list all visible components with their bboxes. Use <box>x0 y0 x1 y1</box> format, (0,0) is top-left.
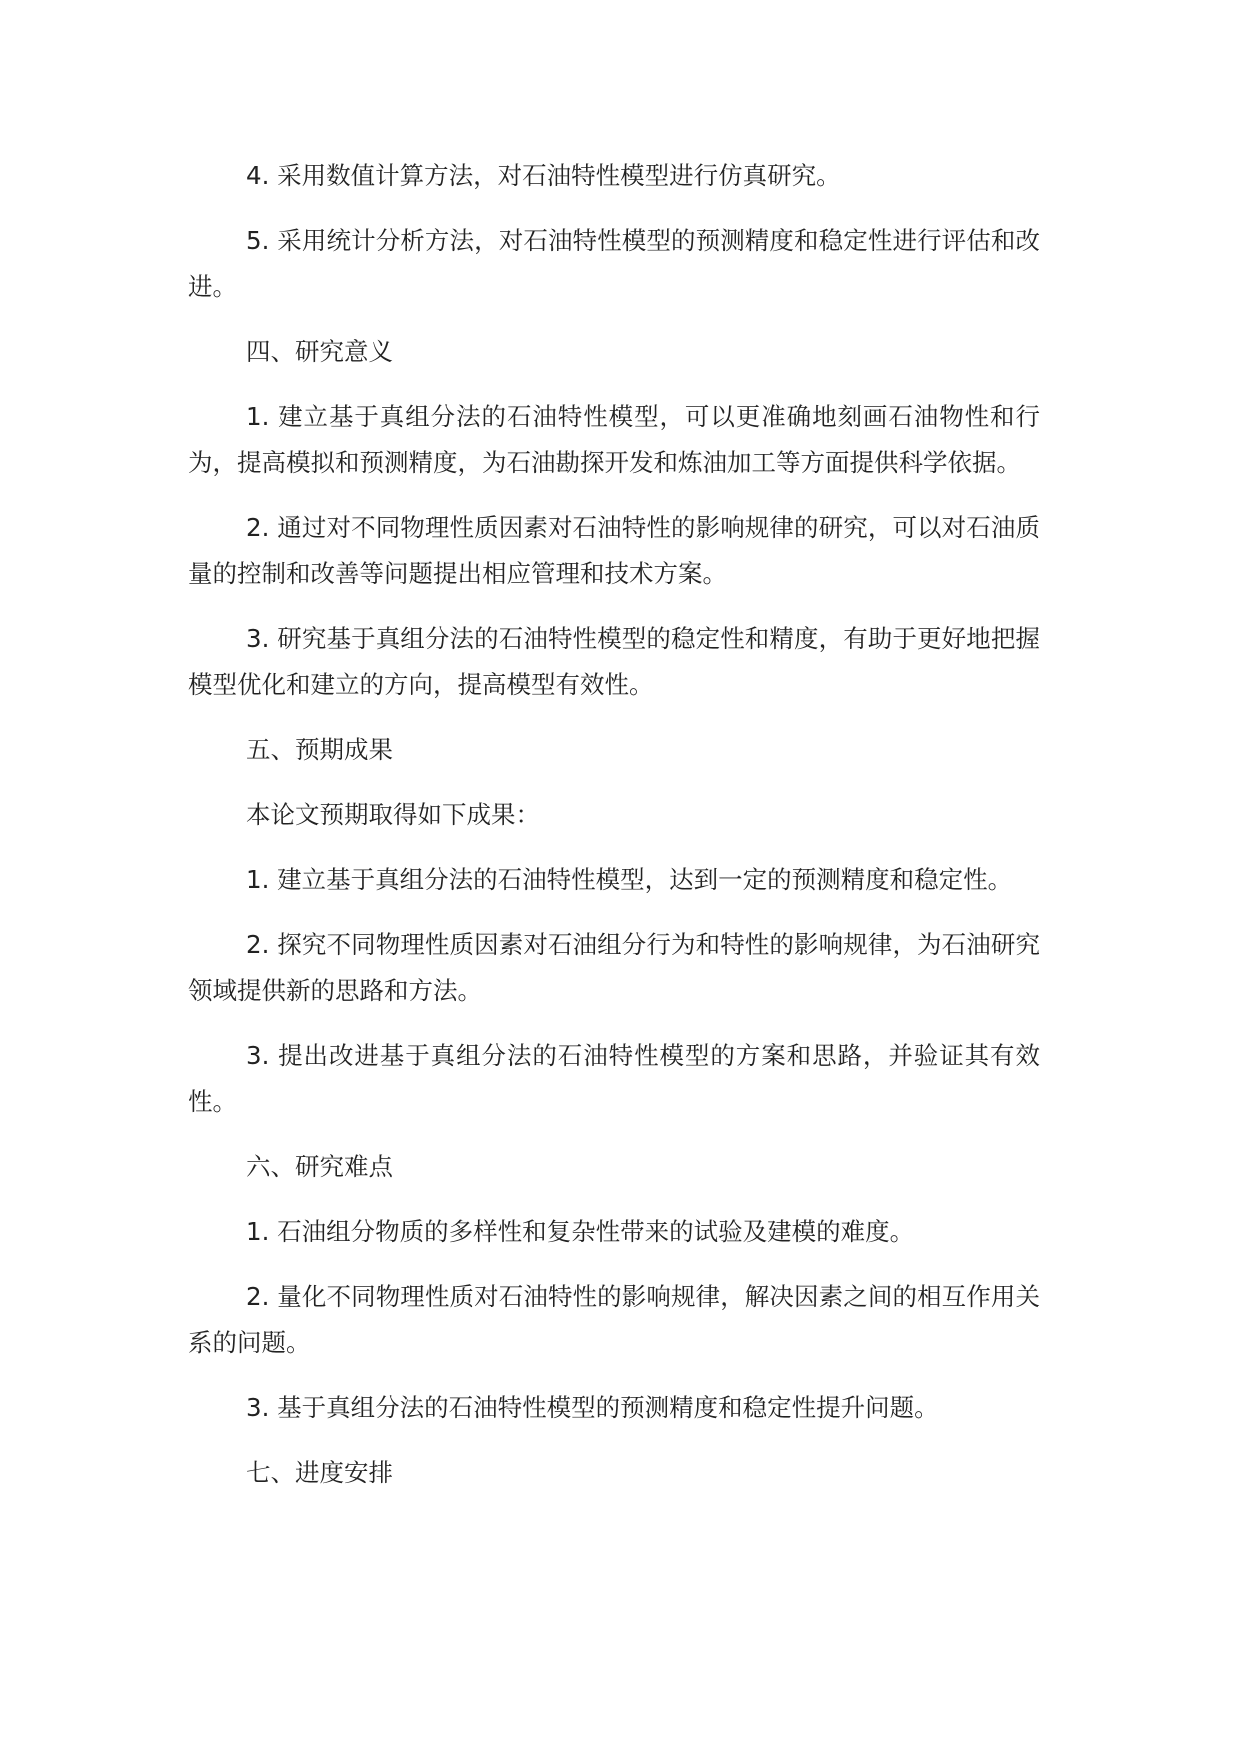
expected-results-intro: 本论文预期取得如下成果： <box>246 800 540 829</box>
expected-result-item-2: 2. 探究不同物理性质因素对石油组分行为和特性的影响规律，为石油研究领域提供新的思路和方法。 <box>188 930 1040 1005</box>
section-heading-schedule: 七、进度安排 <box>246 1458 393 1487</box>
difficulty-item-2: 2. 量化不同物理性质对石油特性的影响规律，解决因素之间的相互作用关系的问题。 <box>188 1282 1040 1357</box>
document-body <box>188 153 1040 1515</box>
difficulty-item-3: 3. 基于真组分法的石油特性模型的预测精度和稳定性提升问题。 <box>246 1393 939 1422</box>
significance-item-1: 1. 建立基于真组分法的石油特性模型，可以更准确地刻画石油物性和行为，提高模拟和预测精度，为石油勘探开发和炼油加工等方面提供科学依据。 <box>188 402 1040 477</box>
method-item-4: 4. 采用数值计算方法，对石油特性模型进行仿真研究。 <box>246 161 841 190</box>
significance-item-3: 3. 研究基于真组分法的石油特性模型的稳定性和精度，有助于更好地把握模型优化和建立的方向，提高模型有效性。 <box>188 624 1040 699</box>
method-item-5: 5. 采用统计分析方法，对石油特性模型的预测精度和稳定性进行评估和改进。 <box>188 226 1040 301</box>
section-heading-difficulties: 六、研究难点 <box>246 1152 393 1181</box>
difficulty-item-1: 1. 石油组分物质的多样性和复杂性带来的试验及建模的难度。 <box>246 1217 915 1246</box>
section-heading-expected-results: 五、预期成果 <box>246 735 393 764</box>
expected-result-item-1: 1. 建立基于真组分法的石油特性模型，达到一定的预测精度和稳定性。 <box>246 865 1013 894</box>
expected-result-item-3: 3. 提出改进基于真组分法的石油特性模型的方案和思路，并验证其有效性。 <box>188 1041 1040 1116</box>
significance-item-2: 2. 通过对不同物理性质因素对石油特性的影响规律的研究，可以对石油质量的控制和改善等问题提出相应管理和技术方案。 <box>188 513 1040 588</box>
section-heading-significance: 四、研究意义 <box>246 337 393 366</box>
